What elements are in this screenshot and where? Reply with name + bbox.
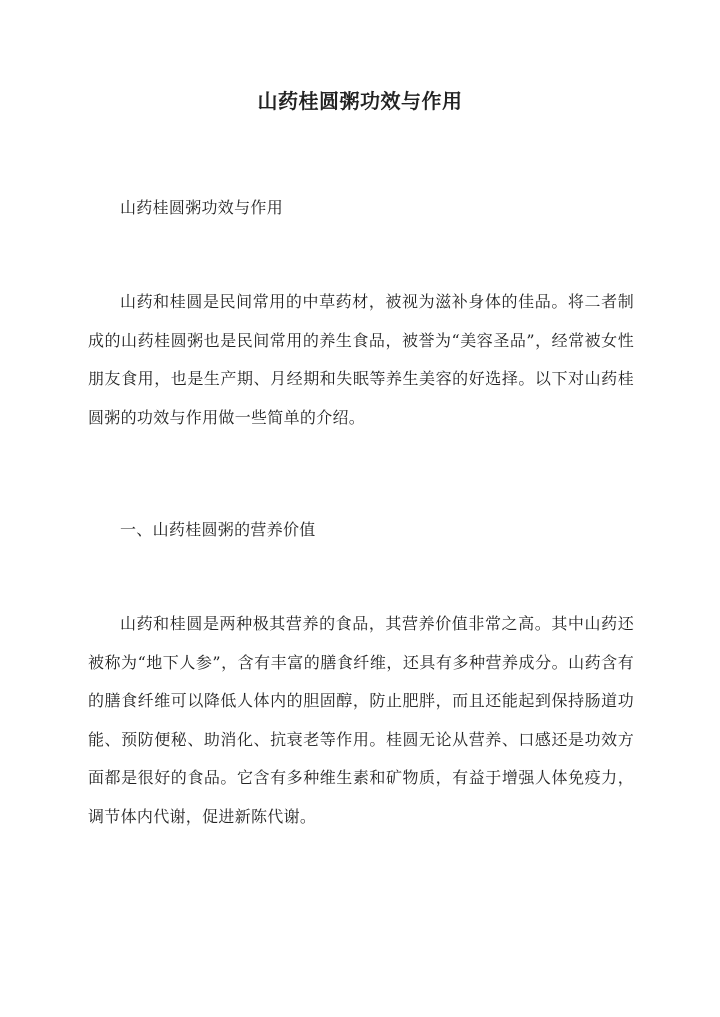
document-title: 山药桂圆粥功效与作用 [257, 89, 463, 113]
section-heading: 一、山药桂圆粥的营养价值 [120, 520, 316, 539]
subtitle-paragraph: 山药桂圆粥功效与作用 [120, 198, 284, 217]
intro-paragraph: 山药和桂圆是民间常用的中草药材，被视为滋补身体的佳品。将二者制成的山药桂圆粥也是民间常用的养生食品，被誉为“美容圣品”，经常被女性朋友食用，也是生产期、月经期和失眠等养生美容的好选择。以下对山药桂圆粥的功效与作用做一些简单的介绍。 [88, 292, 634, 427]
section-body-paragraph: 山药和桂圆是两种极其营养的食品，其营养价值非常之高。其中山药还被称为“地下人参”，含有丰富的膳食纤维，还具有多种营养成分。山药含有的膳食纤维可以降低人体内的胆固醇，防止肥胖，而且还能起到保持肠道功能、预防便秘、助消化、抗衰老等作用。桂圆无论从营养、口感还是功效方面都是很好的食品。它含有多种维生素和矿物质，有益于增强人体免疫力，调节体内代谢，促进新陈代谢。 [88, 614, 634, 826]
